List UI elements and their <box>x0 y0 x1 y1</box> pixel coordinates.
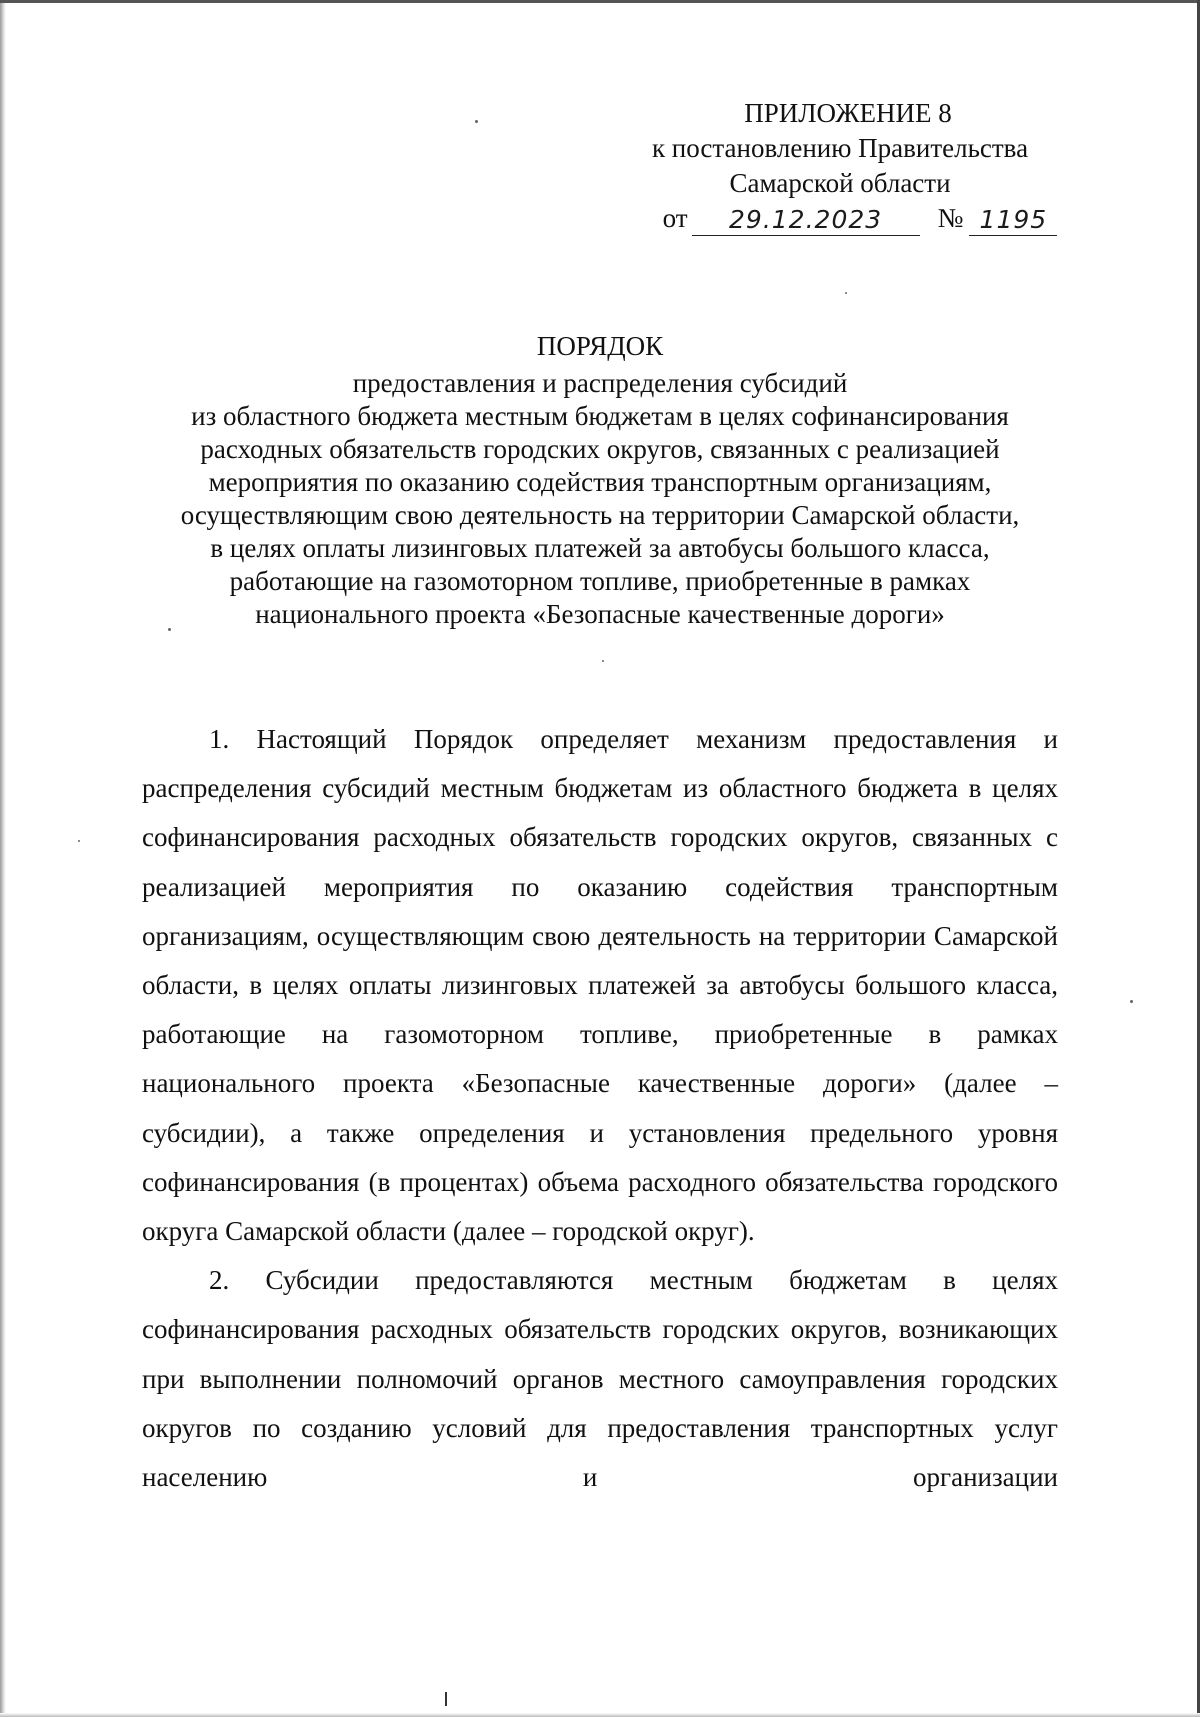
scan-edge-top <box>0 0 1200 3</box>
title-line: национального проекта «Безопасные качественные дороги» <box>255 599 945 629</box>
scan-speck <box>78 840 80 842</box>
paragraph-1: 1. Настоящий Порядок определяет механизм предоставления и распределения субсидий местным бюджетам из областного бюджета в целях софинансирования расходных обязательств городских округов, связанных с реализацией мероприятия по оказанию содействия транспортным организациям, осуществляющим свою деятельность на территории Самарской области, в целях оплаты лизинговых платежей за автобусы большого класса, работающие на газомоторном топливе, приобретенные в рамках национального проекта «Безопасные качественные дороги» (далее – субсидии), а также определения и установления предельного уровня софинансирования (в процентах) объема расходного обязательства городского округа Самарской области (далее – городской округ). <box>142 724 1058 1247</box>
appendix-title: ПРИЛОЖЕНИЕ 8 <box>744 98 952 128</box>
appendix-date-number-line <box>600 201 1080 236</box>
handwritten-date: 29.12.2023 <box>692 205 920 236</box>
scan-edge-left <box>0 0 6 1717</box>
handwritten-number: 1195 <box>969 205 1057 236</box>
date-prefix: от <box>662 203 688 233</box>
document-title <box>130 330 1070 631</box>
appendix-region-line: Самарской области <box>729 168 951 198</box>
scan-mark <box>445 1692 447 1706</box>
scan-edge-bottom <box>0 1713 1200 1717</box>
title-line: из областного бюджета местным бюджетам в целях софинансирования <box>191 401 1009 431</box>
scan-speck <box>602 660 604 662</box>
scan-speck <box>1130 1000 1133 1003</box>
title-line: в целях оплаты лизинговых платежей за автобусы большого класса, <box>210 533 990 563</box>
title-line: предоставления и распределения субсидий <box>352 368 848 398</box>
appendix-block <box>600 96 1080 236</box>
title-line: расходных обязательств городских округов, связанных с реализацией <box>200 434 1000 464</box>
title-line: мероприятия по оказанию содействия транспортным организациям, <box>208 467 992 497</box>
title-heading: ПОРЯДОК <box>536 331 664 361</box>
scan-speck <box>475 120 478 123</box>
title-line: работающие на газомоторном топливе, приобретенные в рамках <box>229 566 971 596</box>
document-body <box>142 715 1058 1502</box>
scan-speck <box>845 292 847 294</box>
title-line: осуществляющим свою деятельность на территории Самарской области, <box>180 500 1020 530</box>
scan-speck <box>168 628 171 631</box>
paragraph-2: 2. Субсидии предоставляются местным бюджетам в целях софинансирования расходных обязательств городских округов, возникающих при выполнении полномочий органов местного самоуправления городских округов по созданию условий для предоставления транспортных услуг населению и организации <box>142 1265 1058 1493</box>
number-prefix: № <box>937 203 964 233</box>
appendix-ref-line: к постановлению Правительства <box>651 133 1029 163</box>
